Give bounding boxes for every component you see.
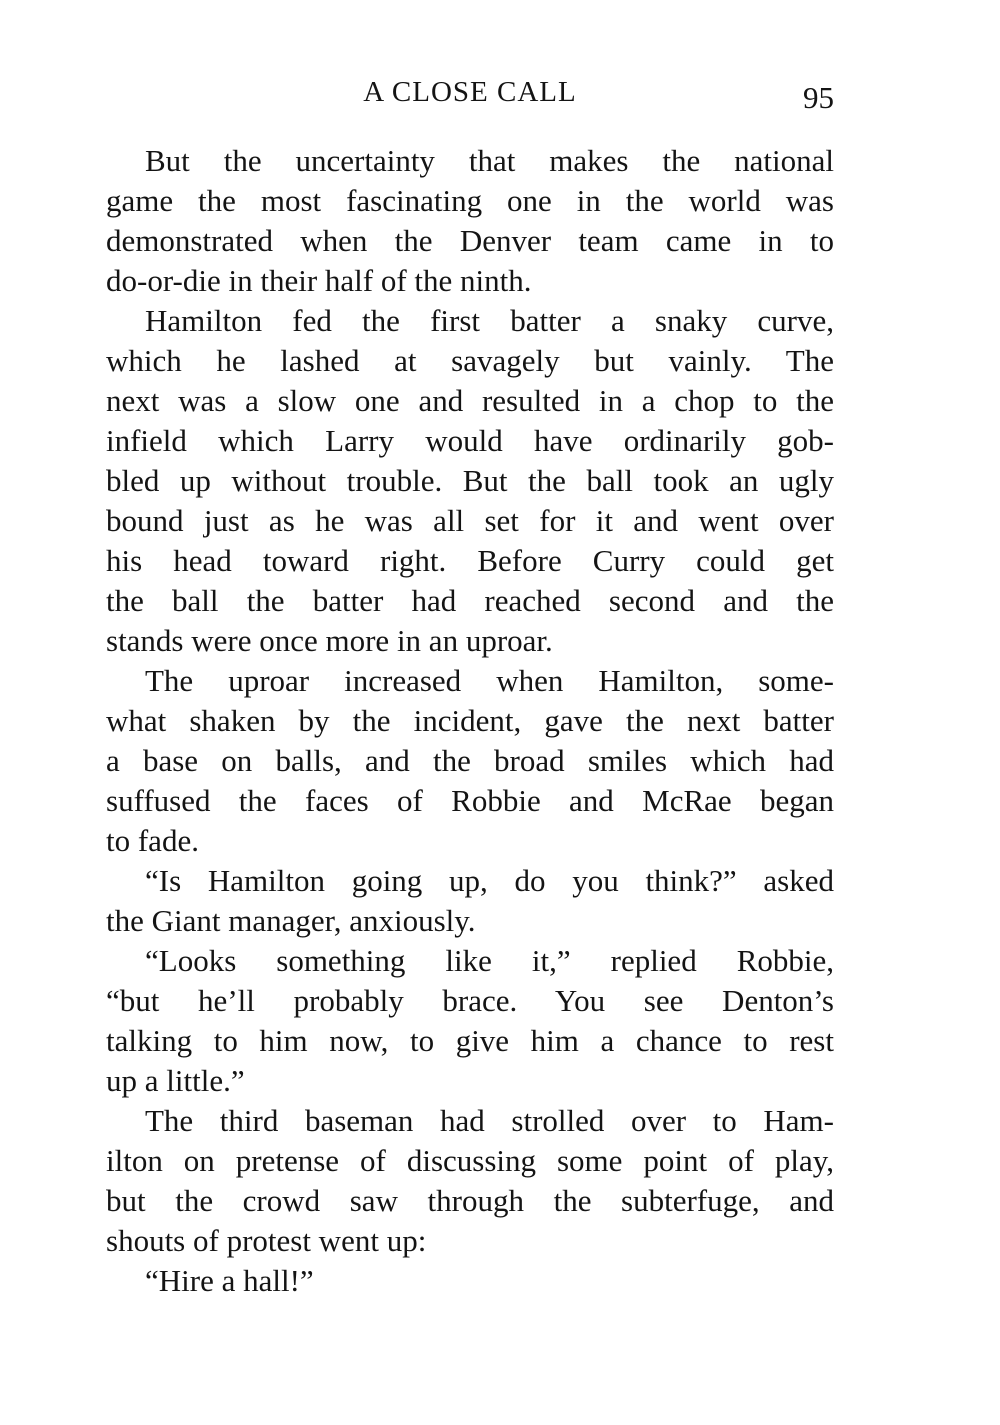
text-line: The third baseman had strolled over to Ham- — [145, 1103, 834, 1138]
paragraph — [106, 941, 834, 1101]
text-line: talking to him now, to give him a chance to rest — [106, 1023, 834, 1058]
text-line: the ball the batter had reached second and the — [106, 583, 834, 618]
paragraph — [106, 301, 834, 661]
paragraph — [106, 861, 834, 941]
paragraph — [106, 1101, 834, 1261]
text-line: his head toward right. Before Curry could get — [106, 543, 834, 578]
text-line: shouts of protest went up: — [106, 1223, 427, 1258]
text-line: up a little.” — [106, 1063, 245, 1098]
text-line: “Hire a hall!” — [145, 1263, 314, 1298]
text-line: But the uncertainty that makes the national — [145, 143, 834, 178]
running-head — [106, 76, 834, 116]
text-line: infield which Larry would have ordinarily gob- — [106, 423, 834, 458]
text-line: bound just as he was all set for it and went over — [106, 503, 834, 538]
text-line: ilton on pretense of discussing some point of play, — [106, 1143, 834, 1178]
running-title: A CLOSE CALL — [363, 76, 577, 108]
text-line: what shaken by the incident, gave the next batter — [106, 703, 834, 738]
text-line: to fade. — [106, 823, 199, 858]
text-line: next was a slow one and resulted in a chop to the — [106, 383, 834, 418]
page-number: 95 — [803, 80, 834, 115]
paragraph — [106, 661, 834, 861]
text-line: Hamilton fed the first batter a snaky curve, — [145, 303, 834, 338]
text-line: “but he’ll probably brace. You see Denton’s — [106, 983, 834, 1018]
text-line: a base on balls, and the broad smiles which had — [106, 743, 834, 778]
text-line: but the crowd saw through the subterfuge, and — [106, 1183, 834, 1218]
text-line: game the most fascinating one in the world was — [106, 183, 834, 218]
text-line: do-or-die in their half of the ninth. — [106, 263, 532, 298]
text-line: The uproar increased when Hamilton, some- — [145, 663, 834, 698]
text-line: stands were once more in an uproar. — [106, 623, 553, 658]
text-line: which he lashed at savagely but vainly. The — [106, 343, 834, 378]
text-line: “Is Hamilton going up, do you think?” asked — [145, 863, 834, 898]
text-line: the Giant manager, anxiously. — [106, 903, 476, 938]
paragraph — [106, 141, 834, 301]
body-text — [106, 141, 834, 1301]
text-line: “Looks something like it,” replied Robbie, — [145, 943, 834, 978]
paragraph — [106, 1261, 834, 1301]
text-line: bled up without trouble. But the ball took an ugly — [106, 463, 834, 498]
text-line: demonstrated when the Denver team came in to — [106, 223, 834, 258]
text-line: suffused the faces of Robbie and McRae began — [106, 783, 834, 818]
